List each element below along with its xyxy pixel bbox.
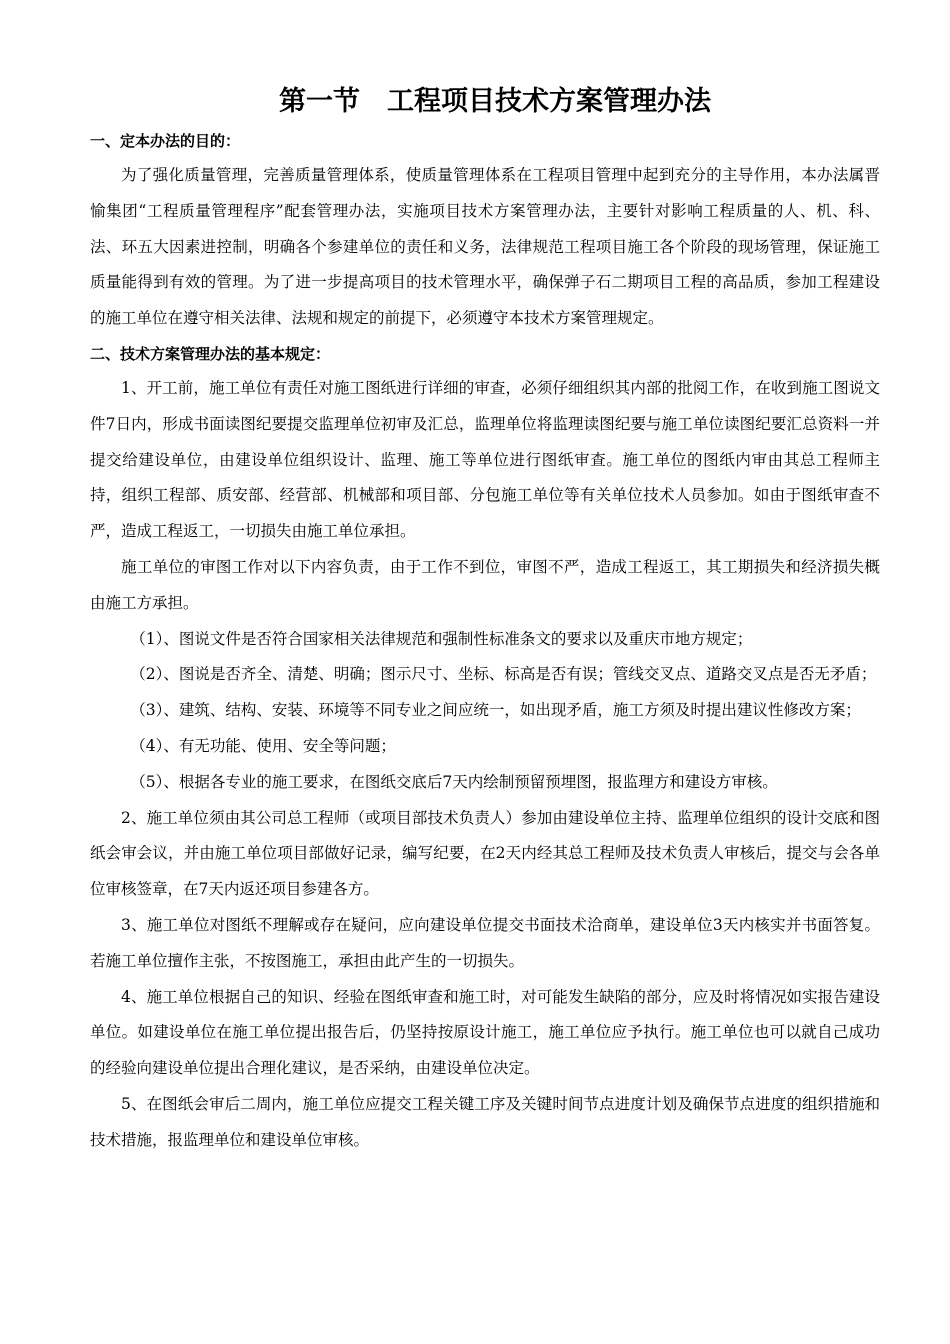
list-item: （5）、根据各专业的施工要求，在图纸交底后7天内绘制预留预埋图，报监理方和建设方审核。	[130, 772, 778, 791]
paragraph-rule-4: 4、施工单位根据自己的知识、经验在图纸审查和施工时，对可能发生缺陷的部分，应及时将情况如实报告建设单位。如建设单位在施工单位提出报告后，仍坚持按原设计施工，施工单位应予执行。施工单位也可以就自己成功的经验向建设单位提出合理化建议，是否采纳，由建设单位决定。	[90, 987, 880, 1078]
paragraph-rule-5: 5、在图纸会审后二周内，施工单位应提交工程关键工序及关键时间节点进度计划及确保节点进度的组织措施和技术措施，报监理单位和建设单位审核。	[90, 1094, 880, 1149]
paragraph-purpose: 为了强化质量管理，完善质量管理体系，使质量管理体系在工程项目管理中起到充分的主导作用，本办法属晋愉集团“工程质量管理程序”配套管理办法，实施项目技术方案管理办法，主要针对影响工程质量的人、机、科、法、环五大因素进控制，明确各个参建单位的责任和义务，法律规范工程项目施工各个阶段的现场管理，保证施工质量能得到有效的管理。为了进一步提高项目的技术管理水平，确保弹子石二期项目工程的高品质，参加工程建设的施工单位在遵守相关法律、法规和规定的前提下，必须遵守本技术方案管理规定。	[90, 166, 880, 328]
section-heading-purpose: 一、定本办法的目的：	[90, 132, 241, 150]
section-heading-rules: 二、技术方案管理办法的基本规定：	[90, 344, 331, 363]
page-title: 第一节 工程项目技术方案管理办法	[279, 86, 711, 117]
list-item: （2）、图说是否齐全、清楚、明确；图示尺寸、坐标、标高是否有误；管线交叉点、道路交叉点是否无矛盾；	[130, 665, 877, 684]
paragraph-rule-1: 1、开工前，施工单位有责任对施工图纸进行详细的审查，必须仔细组织其内部的批阅工作，在收到施工图说文件7日内，形成书面读图纪要提交监理单位初审及汇总，监理单位将监理读图纪要与施工单位读图纪要汇总资料一并提交给建设单位，由建设单位组织设计、监理、施工等单位进行图纸审查。施工单位的图纸内审由其总工程师主持，组织工程部、质安部、经营部、机械部和项目部、分包施工单位等有关单位技术人员参加。如由于图纸审查不严，造成工程返工，一切损失由施工单位承担。	[90, 378, 880, 541]
list-item: （1）、图说文件是否符合国家相关法律规范和强制性标准条文的要求以及重庆市地方规定；	[130, 629, 753, 648]
list-item: （3）、建筑、结构、安装、环境等不同专业之间应统一，如出现矛盾，施工方须及时提出建议性修改方案；	[130, 701, 861, 720]
paragraph-rule-2: 2、施工单位须由其公司总工程师（或项目部技术负责人）参加由建设单位主持、监理单位组织的设计交底和图纸会审会议，并由施工单位项目部做好记录，编写纪要，在2天内经其总工程师及技术负责人审核后，提交与会各单位审核签章，在7天内返还项目参建各方。	[90, 808, 880, 899]
paragraph-rule-3: 3、施工单位对图纸不理解或存在疑问，应向建设单位提交书面技术洽商单，建设单位3天内核实并书面答复。若施工单位擅作主张，不按图施工，承担由此产生的一切损失。	[90, 915, 880, 970]
paragraph-rule-1-note: 施工单位的审图工作对以下内容负责，由于工作不到位，审图不严，造成工程返工，其工期损失和经济损失概由施工方承担。	[90, 557, 880, 612]
list-item: （4）、有无功能、使用、安全等问题；	[130, 736, 396, 755]
document-body	[90, 124, 880, 1159]
